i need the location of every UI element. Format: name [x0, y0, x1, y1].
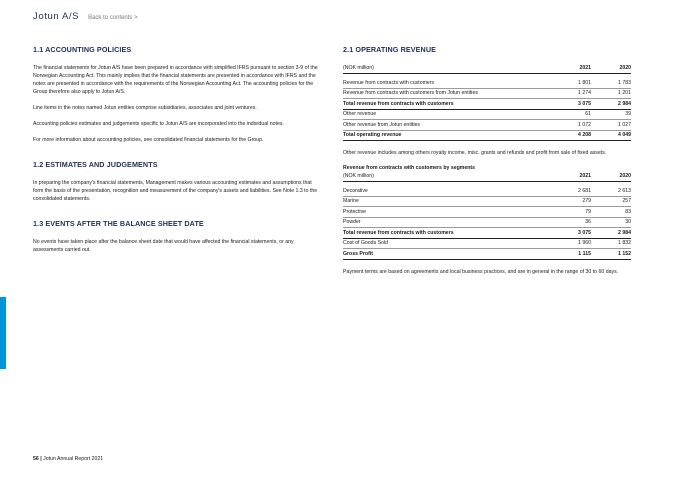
page-header — [33, 11, 138, 22]
section-marker-bar — [0, 297, 6, 369]
left-column — [33, 45, 323, 254]
table-row: Powder 36 30 — [343, 217, 631, 228]
table-row: Other revenue 61 39 — [343, 109, 631, 120]
table-row: Revenue from contracts with customers 1 801 1 783 — [343, 78, 631, 88]
table-row-total: Gross Profit 1 115 1 152 — [343, 249, 631, 260]
page-footer — [33, 456, 103, 462]
section-title-accounting-policies: 1.1 ACCOUNTING POLICIES — [33, 45, 132, 54]
table-row-total: Total operating revenue 4 208 4 049 — [343, 130, 631, 141]
paragraph: No events have taken place after the balance sheet date that would have affected the financial statements, or any assessments carried out. — [33, 239, 294, 253]
table-row: Marine 279 257 — [343, 196, 631, 207]
section-title-estimates: 1.2 ESTIMATES AND JUDGEMENTS — [33, 160, 158, 169]
segments-table-title: Revenue from contracts with customers by segments — [343, 165, 476, 171]
paragraph: Accounting policies estimates and judgements specific to Jotun A/S are incorporated into the individual notes. — [33, 121, 284, 127]
paragraph: Line items in the notes named Jotun entities comprise subsidiaries, associates and joint ventures. — [33, 105, 257, 111]
table-row: Other revenue from Jotun entities 1 072 1 027 — [343, 120, 631, 131]
back-to-contents-link[interactable]: Back to contents > — [88, 15, 138, 21]
paragraph: In preparing the company's financial statements, Management makes various accounting estimates and assumptions that form the basis of the presentation, recognition and measurement of the company's assets and liabilities. See Note 1.3 to the consolidated statements. — [33, 180, 318, 202]
section-title-events-after: 1.3 EVENTS AFTER THE BALANCE SHEET DATE — [33, 219, 204, 228]
section-title-operating-revenue: 2.1 OPERATING REVENUE — [343, 45, 437, 54]
footer-separator: | — [40, 456, 42, 462]
operating-revenue-table — [343, 63, 631, 141]
table-row: Protective 79 83 — [343, 207, 631, 218]
segments-table — [343, 171, 631, 260]
table-row-total: Total revenue from contracts with customers 3 075 2 984 — [343, 228, 631, 239]
table-header-row: (NOK million) 2021 2020 — [343, 171, 631, 182]
table-row: Cost of Goods Sold 1 960 1 832 — [343, 238, 631, 249]
table-note: Payment terms are based on agreements and local business practices, and are in general in the range of 30 to 60 days. — [343, 268, 619, 275]
brand-logo-text: Jotun A/S — [33, 11, 80, 22]
table-row: Revenue from contracts with customers from Jotun entities 1 274 1 201 — [343, 88, 631, 99]
paragraph: The financial statements for Jotun A/S have been prepared in accordance with simplified IFRS pursuant to section 3-9 of the Norwegian Accounting Act. This mainly implies that the financial statements are presented in accordance with IFRS and the notes are presented in accordance with the requirements of the Norwegian Accounting Act. The accounting policies for the Group therefore also apply to Jotun A/S. — [33, 65, 318, 95]
right-column — [343, 45, 631, 276]
table-row: Decorative 2 681 2 613 — [343, 186, 631, 196]
paragraph: For more information about accounting policies, see consolidated financial statements for the Group. — [33, 137, 264, 143]
page-number: 56 — [33, 456, 39, 462]
table-row-total: Total revenue from contracts with customers 3 075 2 984 — [343, 99, 631, 110]
report-title: Jotun Annual Report 2021 — [43, 456, 104, 462]
table-note: Other revenue includes among others royalty income, misc. grants and refunds and profit from sale of fixed assets. — [343, 150, 607, 156]
table-header-row: (NOK million) 2021 2020 — [343, 63, 631, 74]
